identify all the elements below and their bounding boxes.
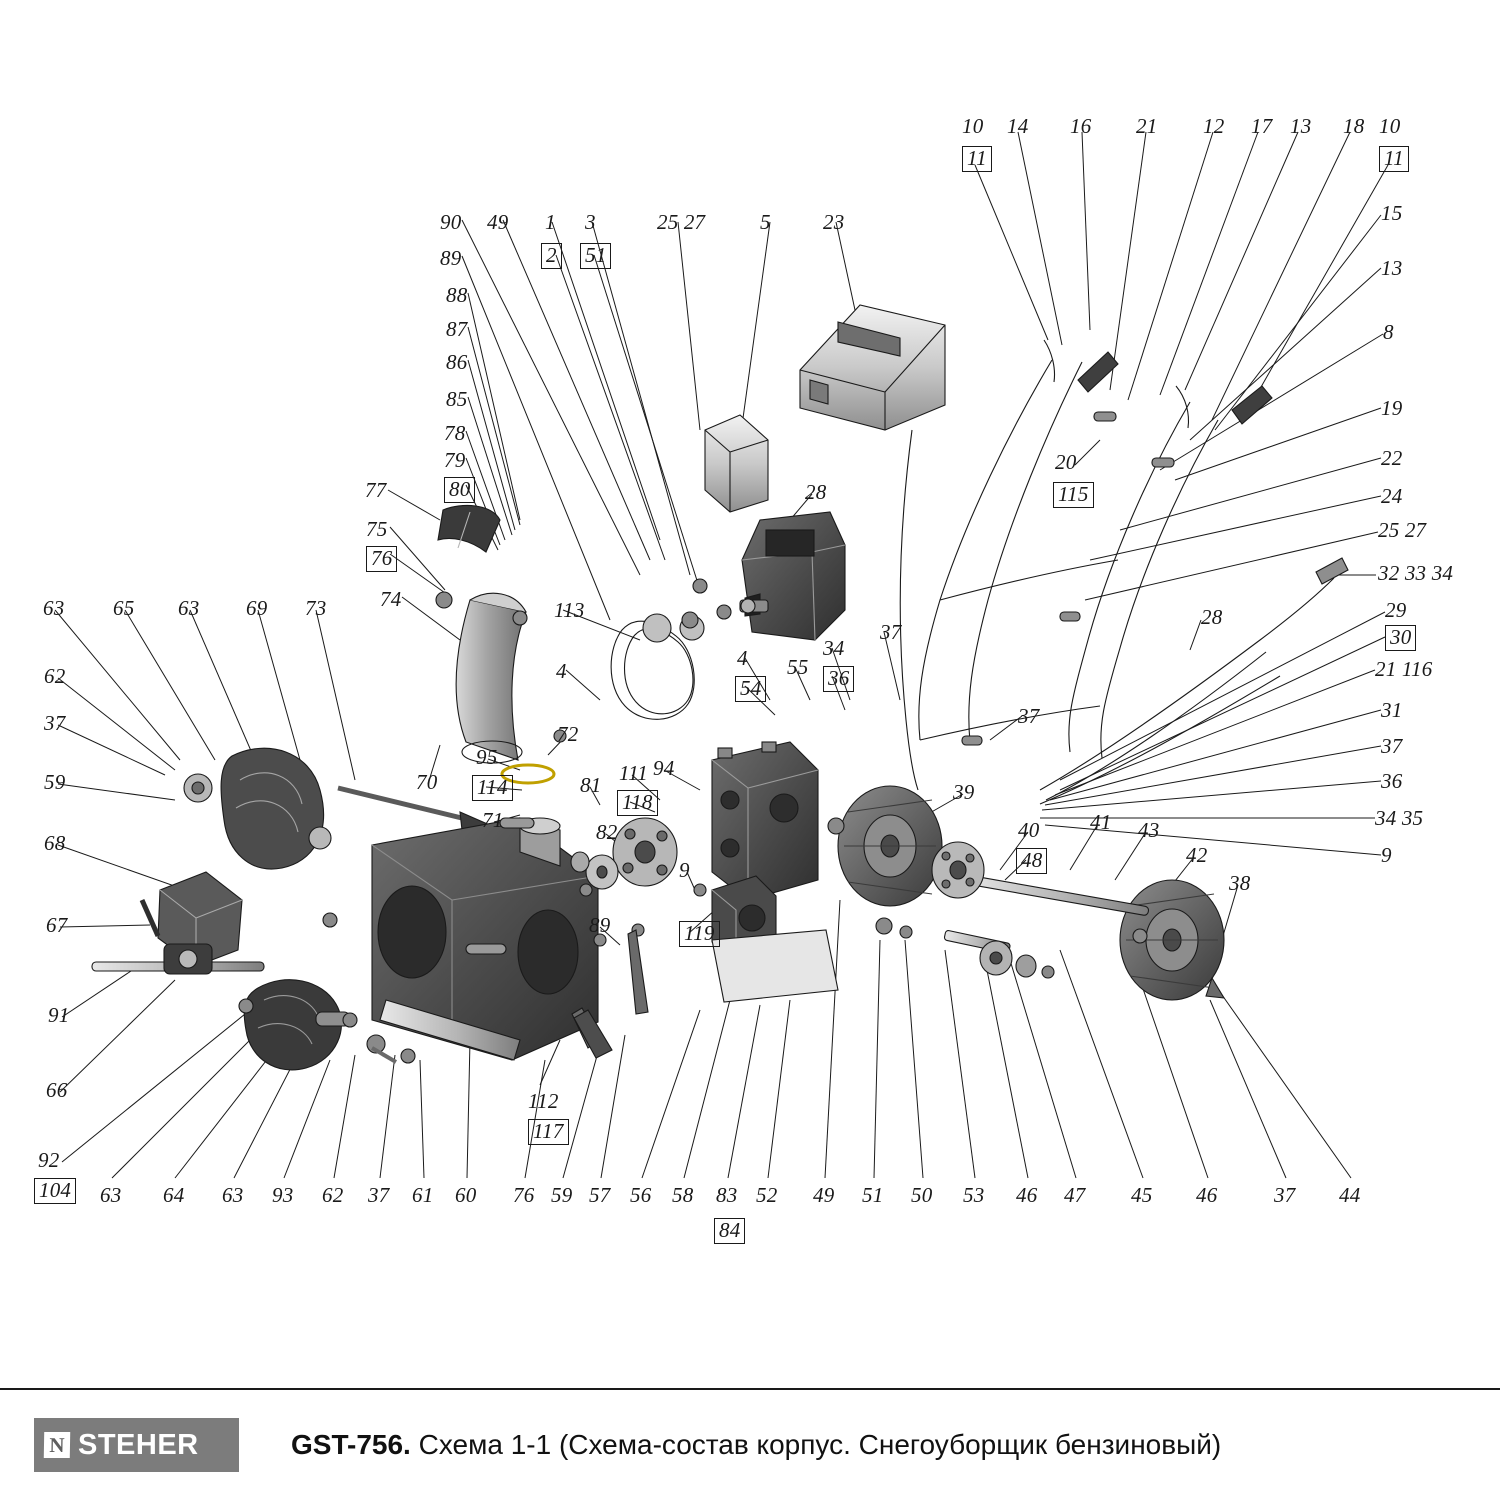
part-callout-2: 2: [541, 243, 562, 269]
model-number: GST-756.: [291, 1429, 411, 1460]
part-callout-8: 8: [1383, 320, 1394, 344]
part-callout-86: 86: [446, 350, 468, 374]
part-callout-4: 4: [556, 659, 567, 683]
part-callout-21: 21: [1136, 114, 1158, 138]
part-callout-93: 93: [272, 1183, 294, 1207]
part-callout-90: 90: [440, 210, 462, 234]
part-callout-19: 19: [1381, 396, 1403, 420]
part-callout-59: 59: [44, 770, 66, 794]
part-callout-25-27: 25 27: [657, 210, 706, 234]
part-callout-92: 92: [38, 1148, 60, 1172]
part-callout-76: 76: [513, 1183, 535, 1207]
diagram-caption: [291, 1429, 1221, 1461]
part-callout-57: 57: [589, 1183, 611, 1207]
part-callout-1: 1: [545, 210, 556, 234]
part-callout-22: 22: [1381, 446, 1403, 470]
part-callout-61: 61: [412, 1183, 434, 1207]
part-callout-24: 24: [1381, 484, 1403, 508]
part-callout-29: 29: [1385, 598, 1407, 622]
part-callout-60: 60: [455, 1183, 477, 1207]
part-callout-15: 15: [1381, 201, 1403, 225]
part-callout-13: 13: [1381, 256, 1403, 280]
part-callout-48: 48: [1016, 848, 1047, 874]
part-callout-40: 40: [1018, 818, 1040, 842]
part-callout-66: 66: [46, 1078, 68, 1102]
part-callout-89: 89: [440, 246, 462, 270]
part-callout-53: 53: [963, 1183, 985, 1207]
part-callout-34-35: 34 35: [1375, 806, 1424, 830]
part-callout-58: 58: [672, 1183, 694, 1207]
part-callout-71: 71: [482, 808, 504, 832]
part-callout-63: 63: [178, 596, 200, 620]
part-callout-46: 46: [1196, 1183, 1218, 1207]
part-callout-67: 67: [46, 913, 68, 937]
part-callout-4: 4: [737, 646, 748, 670]
part-callout-16: 16: [1070, 114, 1092, 138]
caption-text: Схема 1-1 (Схема-состав корпус. Снегоуборщик бензиновый): [418, 1429, 1222, 1460]
part-callout-10: 10: [962, 114, 984, 138]
part-callout-23: 23: [823, 210, 845, 234]
part-callout-30: 30: [1385, 625, 1416, 651]
part-callout-52: 52: [756, 1183, 778, 1207]
part-callout-36: 36: [1381, 769, 1403, 793]
part-callout-17: 17: [1251, 114, 1273, 138]
part-callout-54: 54: [735, 676, 766, 702]
part-callout-82: 82: [596, 820, 618, 844]
part-callout-85: 85: [446, 387, 468, 411]
part-callout-63: 63: [222, 1183, 244, 1207]
part-callout-25-27: 25 27: [1378, 518, 1427, 542]
part-callout-83: 83: [716, 1183, 738, 1207]
part-callout-79: 79: [444, 448, 466, 472]
part-callout-21-116: 21 116: [1375, 657, 1433, 681]
part-callout-36: 36: [823, 666, 854, 692]
part-callout-115: 115: [1053, 482, 1094, 508]
part-callout-76: 76: [366, 546, 397, 572]
part-callout-47: 47: [1064, 1183, 1086, 1207]
part-callout-43: 43: [1138, 818, 1160, 842]
part-callout-49: 49: [487, 210, 509, 234]
part-callout-37: 37: [1381, 734, 1403, 758]
part-callout-34: 34: [823, 636, 845, 660]
brand-name: STEHER: [78, 1428, 199, 1461]
part-callout-39: 39: [953, 780, 975, 804]
part-callout-9: 9: [1381, 843, 1392, 867]
part-callout-65: 65: [113, 596, 135, 620]
part-callout-87: 87: [446, 317, 468, 341]
part-callout-50: 50: [911, 1183, 933, 1207]
part-callout-104: 104: [34, 1178, 76, 1204]
brand-logo: [34, 1418, 239, 1472]
part-callout-112: 112: [528, 1089, 559, 1113]
part-callout-12: 12: [1203, 114, 1225, 138]
part-callout-37: 37: [368, 1183, 390, 1207]
part-callout-46: 46: [1016, 1183, 1038, 1207]
part-callout-9: 9: [679, 858, 690, 882]
part-callout-75: 75: [366, 517, 388, 541]
part-callout-119: 119: [679, 921, 720, 947]
part-callout-118: 118: [617, 790, 658, 816]
part-callout-31: 31: [1381, 698, 1403, 722]
part-callout-63: 63: [43, 596, 65, 620]
part-callout-56: 56: [630, 1183, 652, 1207]
part-callout-74: 74: [380, 587, 402, 611]
part-callout-51: 51: [862, 1183, 884, 1207]
part-callout-62: 62: [44, 664, 66, 688]
part-callout-37: 37: [1274, 1183, 1296, 1207]
part-callout-20: 20: [1055, 450, 1077, 474]
part-callout-28: 28: [1201, 605, 1223, 629]
part-callout-84: 84: [714, 1218, 745, 1244]
part-callout-28: 28: [805, 480, 827, 504]
part-callout-13: 13: [1290, 114, 1312, 138]
part-callout-5: 5: [760, 210, 771, 234]
part-callout-11: 11: [962, 146, 992, 172]
part-callout-114: 114: [472, 775, 513, 801]
part-callout-44: 44: [1339, 1183, 1361, 1207]
part-callout-117: 117: [528, 1119, 569, 1145]
part-callout-45: 45: [1131, 1183, 1153, 1207]
part-callout-80: 80: [444, 477, 475, 503]
part-callout-78: 78: [444, 421, 466, 445]
part-callout-37: 37: [880, 620, 902, 644]
part-callout-3: 3: [585, 210, 596, 234]
part-callout-94: 94: [653, 756, 675, 780]
part-callout-37: 37: [1018, 704, 1040, 728]
part-callout-111: 111: [619, 761, 648, 785]
part-callout-91: 91: [48, 1003, 70, 1027]
part-callout-69: 69: [246, 596, 268, 620]
part-callout-62: 62: [322, 1183, 344, 1207]
brand-mark-icon: N: [44, 1432, 70, 1458]
part-callout-51: 51: [580, 243, 611, 269]
part-callout-77: 77: [365, 478, 387, 502]
part-callout-63: 63: [100, 1183, 122, 1207]
part-callout-59: 59: [551, 1183, 573, 1207]
part-callout-55: 55: [787, 655, 809, 679]
part-callout-42: 42: [1186, 843, 1208, 867]
part-callout-11: 11: [1379, 146, 1409, 172]
part-callout-73: 73: [305, 596, 327, 620]
part-callout-37: 37: [44, 711, 66, 735]
part-callout-89: 89: [589, 913, 611, 937]
part-callout-72: 72: [557, 722, 579, 746]
footer-bar: [0, 1388, 1500, 1500]
part-callout-64: 64: [163, 1183, 185, 1207]
part-callout-88: 88: [446, 283, 468, 307]
part-callout-68: 68: [44, 831, 66, 855]
part-callout-38: 38: [1229, 871, 1251, 895]
part-callout-49: 49: [813, 1183, 835, 1207]
part-callout-41: 41: [1090, 810, 1112, 834]
part-callout-10: 10: [1379, 114, 1401, 138]
part-callout-70: 70: [416, 770, 438, 794]
part-callout-95: 95: [476, 745, 498, 769]
part-callout-81: 81: [580, 773, 602, 797]
part-callout-113: 113: [554, 598, 585, 622]
part-callout-18: 18: [1343, 114, 1365, 138]
part-callout-32-33-34: 32 33 34: [1378, 561, 1454, 585]
part-callout-14: 14: [1007, 114, 1029, 138]
